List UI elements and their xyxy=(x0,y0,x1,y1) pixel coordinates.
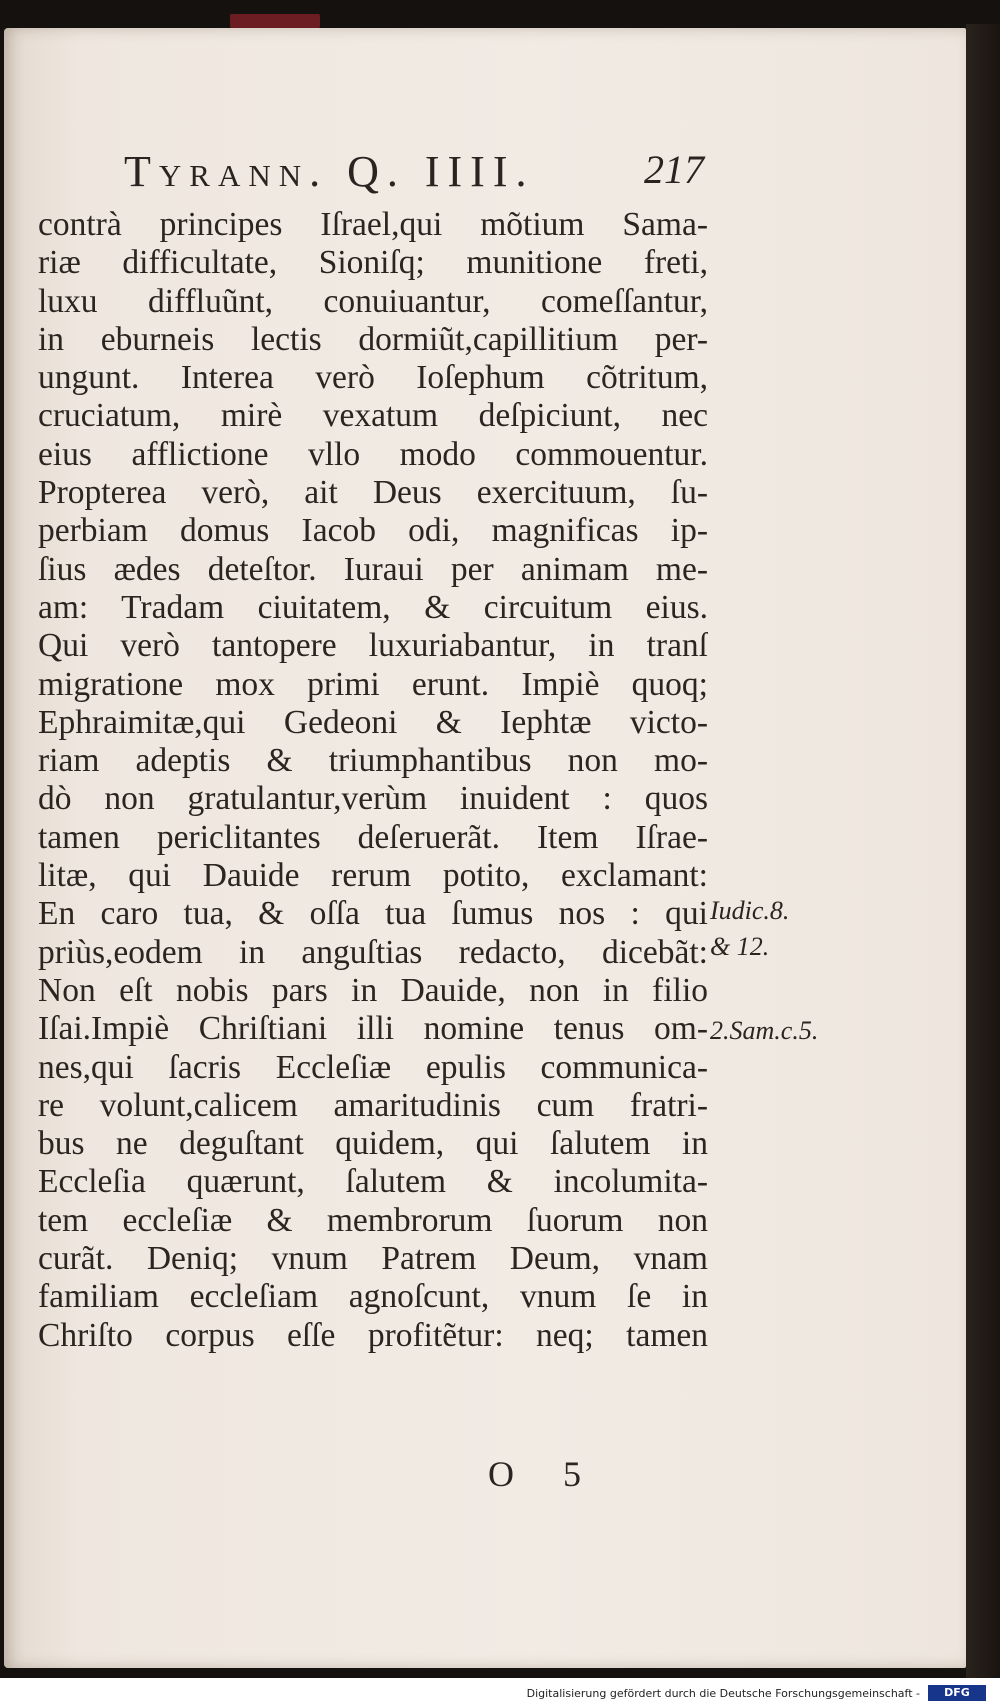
text-line: riæ difficultate, Sioniſq; munitione freti, xyxy=(38,244,708,282)
text-line: Ephraimitæ,qui Gedeoni & Iephtæ victo- xyxy=(38,703,708,741)
margin-note-judges-12: & 12. xyxy=(710,932,770,961)
text-line: cruciatum, mirè vexatum deſpiciunt, nec xyxy=(38,397,708,435)
text-line: En caro tua, & oſſa tua ſumus nos : qui xyxy=(38,895,708,933)
text-line: litæ, qui Dauide rerum potito, exclamant: xyxy=(38,857,708,895)
text-line: perbiam domus Iacob odi, magnificas ip- xyxy=(38,512,708,550)
text-line: tem eccleſiæ & membrorum ſuorum non xyxy=(38,1201,708,1239)
text-line: in eburneis lectis dormiũt,capillitium per- xyxy=(38,320,708,358)
text-line: Eccleſia quærunt, ſalutem & incolumita- xyxy=(38,1163,708,1201)
text-line: dò non gratulantur,verùm inuident : quos xyxy=(38,780,708,818)
text-line: bus ne deguſtant quidem, qui ſalutem in xyxy=(38,1125,708,1163)
text-line: Propterea verò, ait Deus exercituum, ſu- xyxy=(38,474,708,512)
signature-mark: O 5 xyxy=(488,1454,601,1494)
margin-note-samuel: 2.Sam.c.5. xyxy=(710,1016,819,1045)
book-page xyxy=(4,28,966,1668)
text-line: ungunt. Interea verò Ioſephum cõtritum, xyxy=(38,359,708,397)
text-line: familiam eccleſiam agnoſcunt, vnum ſe in xyxy=(38,1278,708,1316)
page-number: 217 xyxy=(644,147,704,192)
digitization-credit: Digitalisierung gefördert durch die Deutsche Forschungsgemeinschaft - xyxy=(526,1687,920,1700)
text-line: priùs,eodem in anguſtias redacto, dicebãt: xyxy=(38,933,708,971)
text-line: re volunt,calicem amaritudinis cum fratri- xyxy=(38,1086,708,1124)
text-line: contrà principes Iſrael,qui mõtium Sama- xyxy=(38,206,708,243)
text-line: ſius ædes deteſtor. Iuraui per animam me- xyxy=(38,550,708,588)
text-line: Qui verò tantopere luxuriabantur, in tranſ xyxy=(38,627,708,665)
margin-note-judges: Iudic.8. xyxy=(710,896,790,925)
text-line: Chriſto corpus eſſe profitẽtur: neq; tamen xyxy=(38,1316,708,1354)
text-line: am: Tradam ciuitatem, & circuitum eius. xyxy=(38,588,708,626)
scan-right-edge xyxy=(966,24,1000,1678)
text-line: Non eſt nobis pars in Dauide, non in filio xyxy=(38,971,708,1009)
page-ribbon-edge xyxy=(230,14,320,28)
text-line: curãt. Deniq; vnum Patrem Deum, vnam xyxy=(38,1240,708,1278)
text-line: Iſai.Impiè Chriſtiani illi nomine tenus om- xyxy=(38,1010,708,1048)
text-line: nes,qui ſacris Eccleſiæ epulis communica- xyxy=(38,1048,708,1086)
running-head xyxy=(124,146,704,206)
text-line: luxu diffluũnt, conuiuantur, comeſſantur, xyxy=(38,282,708,320)
text-line: migratione mox primi erunt. Impiè quoq; xyxy=(38,665,708,703)
text-line: tamen periclitantes deſeruerãt. Item Iſrae- xyxy=(38,818,708,856)
running-head-title: Tyrann. Q. IIII. xyxy=(124,147,535,196)
text-line: riam adeptis & triumphantibus non mo- xyxy=(38,742,708,780)
body-text xyxy=(38,206,708,1355)
text-line: eius afflictione vllo modo commouentur. xyxy=(38,435,708,473)
dfg-logo: DFG xyxy=(928,1685,986,1701)
